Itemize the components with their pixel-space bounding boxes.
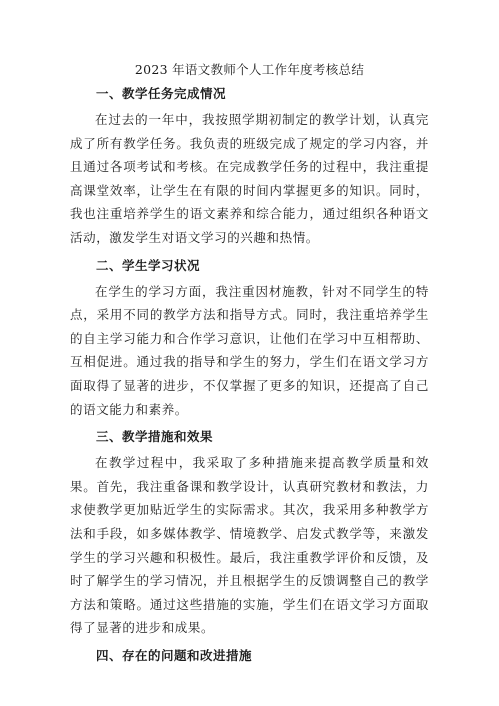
- section-heading: 四、存在的问题和改进措施: [96, 647, 253, 663]
- section-heading: 三、教学措施和效果: [96, 429, 214, 445]
- section-problems-improvements: [70, 646, 429, 666]
- section-heading: 二、学生学习状况: [96, 257, 201, 273]
- section-paragraph: 在学生的学习方面，我注重因材施教，针对不同学生的特点，采用不同的教学方法和指导方式。同时，我注重培养学生的自主学习能力和合作学习意识，让他们在学习中互相帮助、互相促进。通过我的指导和学生的努力，学生们在语文学习方面取得了显著的进步，不仅掌握了更多的知识，还提高了自己的语文能力和素养。: [70, 283, 429, 417]
- section-heading: 一、教学任务完成情况: [96, 86, 227, 101]
- section-teaching-measures: [70, 427, 429, 640]
- section-student-learning: [70, 256, 429, 422]
- document-title: 2023 年语文教师个人工作年度考核总结: [134, 62, 365, 77]
- section-task-completion: [70, 84, 429, 250]
- section-paragraph: 在过去的一年中，我按照学期初制定的教学计划，认真完成了所有教学任务。我负责的班级完成了规定的学习内容，并且通过各项考试和考核。在完成教学任务的过程中，我注重提高课堂效率，让学生在有限的时间内掌握更多的知识。同时，我也注重培养学生的语文素养和综合能力，通过组织各种语文活动，激发学生对语文学习的兴趣和热情。: [70, 112, 429, 245]
- section-paragraph: 在教学过程中，我采取了多种措施来提高教学质量和效果。首先，我注重备课和教学设计，认真研究教材和教法，力求使教学更加贴近学生的实际需求。其次，我采用多种教学方法和手段，如多媒体教学、情境教学、启发式教学等，来激发学生的学习兴趣和积极性。最后，我注重教学评价和反馈，及时了解学生的学习情况，并且根据学生的反馈调整自己的教学方法和策略。通过这些措施的实施，学生们在语文学习方面取得了显著的进步和成果。: [70, 455, 429, 636]
